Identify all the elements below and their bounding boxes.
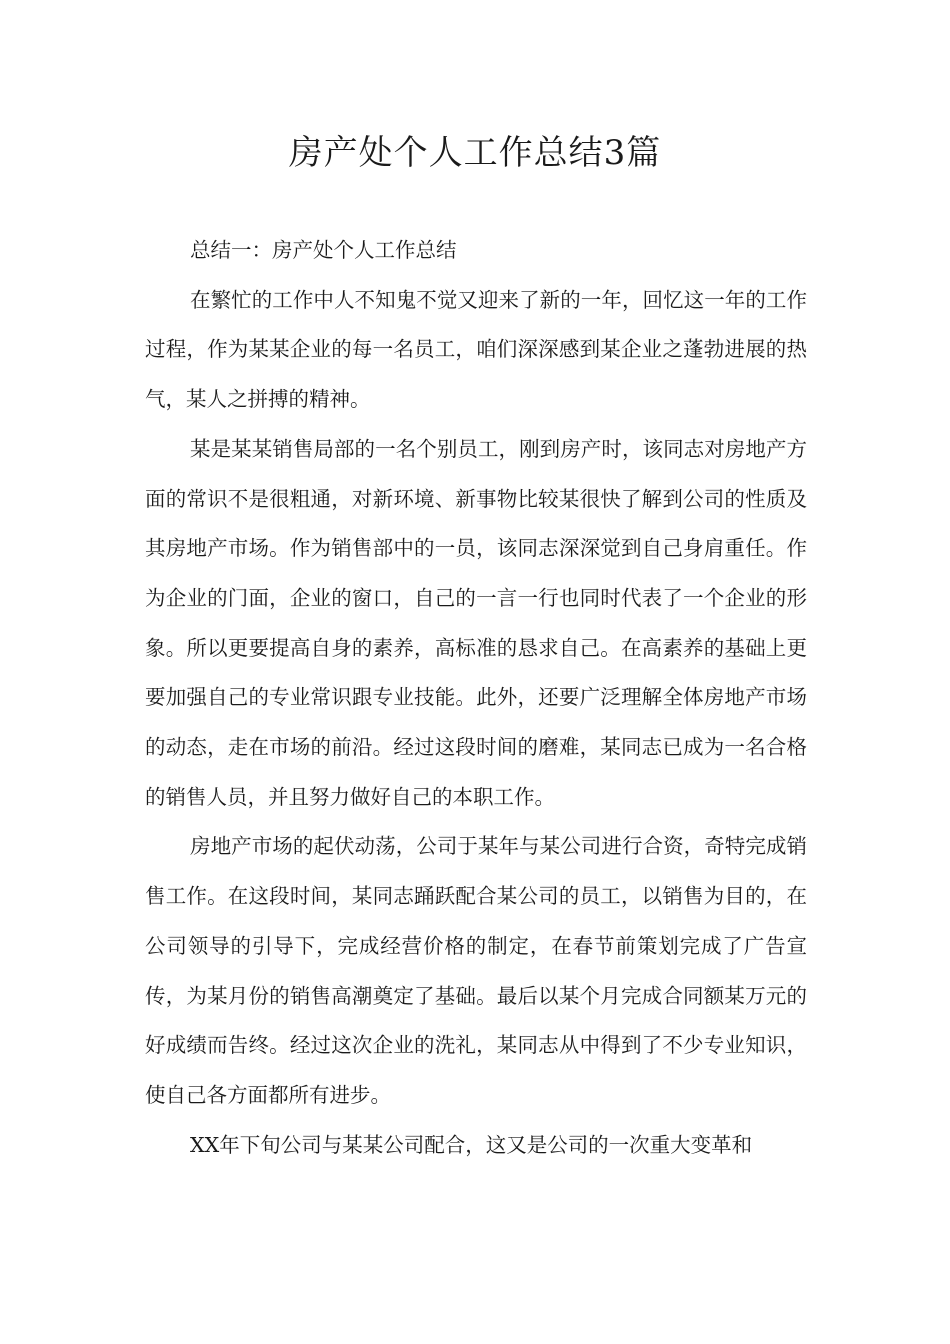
paragraph-1: 在繁忙的工作中人不知鬼不觉又迎来了新的一年，回忆这一年的工作过程，作为某某企业的每一名员工，咱们深深感到某企业之蓬勃进展的热气，某人之拼搏的精神。	[145, 287, 807, 412]
paragraph-4: XX年下旬公司与某某公司配合，这又是公司的一次重大变革和	[190, 1132, 753, 1157]
document-title: 房产处个人工作总结3篇	[288, 133, 662, 173]
paragraph-3: 房地产市场的起伏动荡，公司于某年与某公司进行合资，奇特完成销售工作。在这段时间，某同志踊跃配合某公司的员工，以销售为目的，在公司领导的引导下，完成经营价格的制定，在春节前策划完成了广告宣传，为某月份的销售高潮奠定了基础。最后以某个月完成合同额某万元的好成绩而告终。经过这次企业的洗礼，某同志从中得到了不少专业知识，使自己各方面都所有进步。	[145, 834, 807, 1107]
section-heading: 总结一：房产处个人工作总结	[190, 238, 457, 262]
document-body	[145, 226, 807, 1170]
paragraph-2: 某是某某销售局部的一名个别员工，刚到房产时，该同志对房地产方面的常识不是很粗通，对新环境、新事物比较某很快了解到公司的性质及其房地产市场。作为销售部中的一员，该同志深深觉到自己身肩重任。作为企业的门面，企业的窗口，自己的一言一行也同时代表了一个企业的形象。所以更要提高自身的素养，高标准的恳求自己。在高素养的基础上更要加强自己的专业常识跟专业技能。此外，还要广泛理解全体房地产市场的动态，走在市场的前沿。经过这段时间的磨难，某同志已成为一名合格的销售人员，并且努力做好自己的本职工作。	[145, 436, 807, 809]
